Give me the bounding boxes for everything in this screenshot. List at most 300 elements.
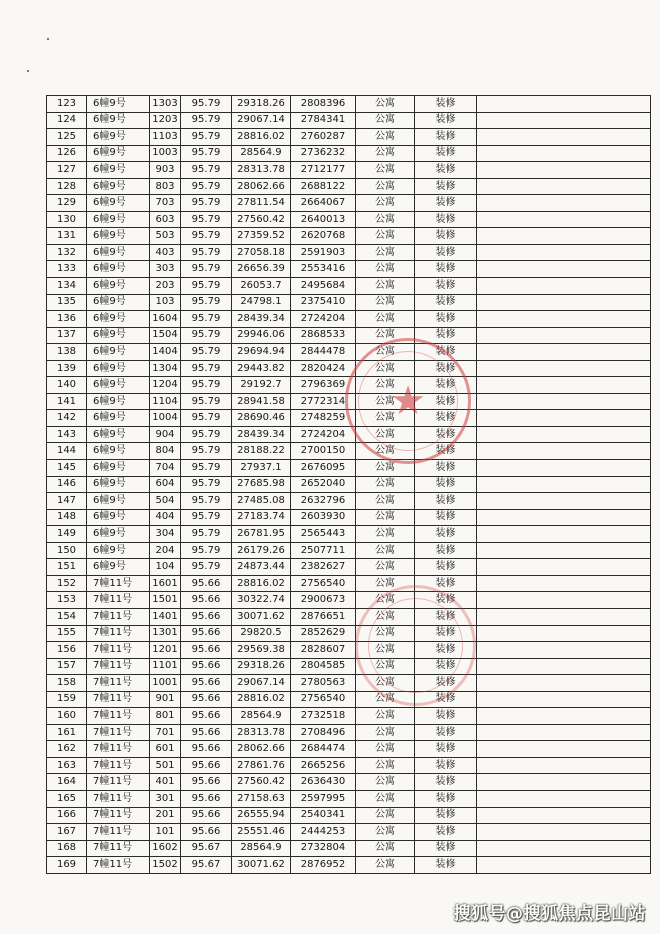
cell-area: 95.79	[181, 542, 232, 559]
cell-row-number: 164	[47, 774, 87, 791]
cell-decoration: 装修	[415, 195, 477, 212]
cell-building-unit: 6幢9号	[87, 112, 150, 129]
cell-property-type: 公寓	[356, 807, 415, 824]
cell-row-number: 146	[47, 476, 87, 493]
cell-total-price: 2772314	[291, 393, 356, 410]
cell-room-number: 1203	[150, 112, 181, 129]
cell-property-type: 公寓	[356, 741, 415, 758]
cell-remarks	[477, 774, 651, 791]
cell-remarks	[477, 360, 651, 377]
cell-property-type: 公寓	[356, 311, 415, 328]
cell-room-number: 1602	[150, 840, 181, 857]
cell-area: 95.79	[181, 261, 232, 278]
cell-remarks	[477, 857, 651, 874]
cell-building-unit: 6幢9号	[87, 278, 150, 295]
cell-decoration: 装修	[415, 244, 477, 261]
cell-remarks	[477, 426, 651, 443]
cell-building-unit: 7幢11号	[87, 658, 150, 675]
cell-building-unit: 7幢11号	[87, 807, 150, 824]
cell-row-number: 125	[47, 129, 87, 146]
cell-property-type: 公寓	[356, 460, 415, 477]
cell-total-price: 2724204	[291, 426, 356, 443]
table-row	[47, 112, 651, 129]
cell-total-price: 2495684	[291, 278, 356, 295]
cell-remarks	[477, 493, 651, 510]
cell-building-unit: 7幢11号	[87, 625, 150, 642]
cell-row-number: 152	[47, 575, 87, 592]
cell-total-price: 2632796	[291, 493, 356, 510]
cell-room-number: 303	[150, 261, 181, 278]
cell-decoration: 装修	[415, 741, 477, 758]
cell-building-unit: 6幢9号	[87, 460, 150, 477]
cell-property-type: 公寓	[356, 658, 415, 675]
cell-unit-price: 27685.98	[232, 476, 291, 493]
cell-room-number: 504	[150, 493, 181, 510]
cell-remarks	[477, 708, 651, 725]
cell-area: 95.79	[181, 294, 232, 311]
cell-total-price: 2640013	[291, 211, 356, 228]
cell-row-number: 149	[47, 526, 87, 543]
cell-decoration: 装修	[415, 542, 477, 559]
cell-row-number: 142	[47, 410, 87, 427]
cell-property-type: 公寓	[356, 757, 415, 774]
cell-area: 95.79	[181, 244, 232, 261]
cell-building-unit: 6幢9号	[87, 426, 150, 443]
cell-decoration: 装修	[415, 460, 477, 477]
price-list-table	[46, 95, 651, 874]
cell-unit-price: 29318.26	[232, 96, 291, 113]
cell-area: 95.79	[181, 526, 232, 543]
cell-unit-price: 27058.18	[232, 244, 291, 261]
cell-area: 95.79	[181, 344, 232, 361]
cell-unit-price: 25551.46	[232, 824, 291, 841]
cell-unit-price: 27861.76	[232, 757, 291, 774]
cell-unit-price: 27811.54	[232, 195, 291, 212]
cell-area: 95.79	[181, 162, 232, 179]
cell-property-type: 公寓	[356, 493, 415, 510]
cell-area: 95.67	[181, 840, 232, 857]
cell-remarks	[477, 824, 651, 841]
cell-building-unit: 6幢9号	[87, 327, 150, 344]
cell-unit-price: 27359.52	[232, 228, 291, 245]
table-row	[47, 178, 651, 195]
cell-area: 95.79	[181, 145, 232, 162]
cell-room-number: 204	[150, 542, 181, 559]
cell-remarks	[477, 790, 651, 807]
cell-area: 95.67	[181, 857, 232, 874]
cell-property-type: 公寓	[356, 443, 415, 460]
table-row	[47, 824, 651, 841]
cell-decoration: 装修	[415, 410, 477, 427]
cell-total-price: 2700150	[291, 443, 356, 460]
cell-total-price: 2597995	[291, 790, 356, 807]
table-row	[47, 195, 651, 212]
cell-unit-price: 28439.34	[232, 311, 291, 328]
cell-area: 95.66	[181, 642, 232, 659]
cell-area: 95.66	[181, 824, 232, 841]
cell-unit-price: 28313.78	[232, 724, 291, 741]
table-row	[47, 327, 651, 344]
cell-row-number: 169	[47, 857, 87, 874]
cell-building-unit: 6幢9号	[87, 360, 150, 377]
cell-remarks	[477, 460, 651, 477]
cell-area: 95.79	[181, 393, 232, 410]
cell-row-number: 148	[47, 509, 87, 526]
cell-remarks	[477, 278, 651, 295]
table-row	[47, 228, 651, 245]
cell-decoration: 装修	[415, 112, 477, 129]
cell-room-number: 1301	[150, 625, 181, 642]
cell-row-number: 154	[47, 608, 87, 625]
cell-decoration: 装修	[415, 360, 477, 377]
cell-property-type: 公寓	[356, 112, 415, 129]
cell-unit-price: 27560.42	[232, 211, 291, 228]
cell-room-number: 1501	[150, 592, 181, 609]
cell-decoration: 装修	[415, 145, 477, 162]
cell-decoration: 装修	[415, 178, 477, 195]
cell-unit-price: 28062.66	[232, 741, 291, 758]
cell-room-number: 1502	[150, 857, 181, 874]
cell-remarks	[477, 757, 651, 774]
cell-remarks	[477, 658, 651, 675]
cell-row-number: 138	[47, 344, 87, 361]
cell-area: 95.79	[181, 228, 232, 245]
cell-remarks	[477, 112, 651, 129]
cell-building-unit: 7幢11号	[87, 642, 150, 659]
cell-remarks	[477, 691, 651, 708]
cell-decoration: 装修	[415, 211, 477, 228]
cell-row-number: 123	[47, 96, 87, 113]
cell-room-number: 1303	[150, 96, 181, 113]
cell-area: 95.79	[181, 410, 232, 427]
cell-building-unit: 7幢11号	[87, 790, 150, 807]
table-row	[47, 774, 651, 791]
cell-building-unit: 7幢11号	[87, 608, 150, 625]
cell-building-unit: 7幢11号	[87, 592, 150, 609]
cell-property-type: 公寓	[356, 129, 415, 146]
cell-decoration: 装修	[415, 824, 477, 841]
cell-room-number: 104	[150, 559, 181, 576]
cell-area: 95.66	[181, 790, 232, 807]
cell-remarks	[477, 162, 651, 179]
cell-area: 95.79	[181, 129, 232, 146]
cell-building-unit: 6幢9号	[87, 129, 150, 146]
cell-unit-price: 27183.74	[232, 509, 291, 526]
table-row	[47, 261, 651, 278]
cell-row-number: 150	[47, 542, 87, 559]
cell-property-type: 公寓	[356, 195, 415, 212]
cell-room-number: 301	[150, 790, 181, 807]
cell-property-type: 公寓	[356, 559, 415, 576]
cell-building-unit: 6幢9号	[87, 244, 150, 261]
cell-building-unit: 6幢9号	[87, 559, 150, 576]
cell-building-unit: 7幢11号	[87, 824, 150, 841]
cell-property-type: 公寓	[356, 857, 415, 874]
table-row	[47, 658, 651, 675]
cell-unit-price: 29820.5	[232, 625, 291, 642]
cell-decoration: 装修	[415, 642, 477, 659]
cell-total-price: 2565443	[291, 526, 356, 543]
cell-remarks	[477, 344, 651, 361]
cell-remarks	[477, 675, 651, 692]
cell-remarks	[477, 592, 651, 609]
table-row	[47, 691, 651, 708]
cell-row-number: 132	[47, 244, 87, 261]
cell-unit-price: 29067.14	[232, 112, 291, 129]
cell-total-price: 2732804	[291, 840, 356, 857]
cell-unit-price: 29067.14	[232, 675, 291, 692]
cell-unit-price: 28439.34	[232, 426, 291, 443]
cell-total-price: 2756540	[291, 575, 356, 592]
cell-room-number: 903	[150, 162, 181, 179]
cell-unit-price: 29694.94	[232, 344, 291, 361]
cell-area: 95.79	[181, 112, 232, 129]
cell-unit-price: 28564.9	[232, 708, 291, 725]
watermark-text: 搜狐号@搜狐焦点昆山站	[453, 904, 646, 924]
cell-total-price: 2760287	[291, 129, 356, 146]
cell-room-number: 904	[150, 426, 181, 443]
cell-area: 95.79	[181, 178, 232, 195]
cell-row-number: 140	[47, 377, 87, 394]
cell-row-number: 160	[47, 708, 87, 725]
cell-unit-price: 24873.44	[232, 559, 291, 576]
cell-decoration: 装修	[415, 344, 477, 361]
cell-decoration: 装修	[415, 625, 477, 642]
cell-unit-price: 29946.06	[232, 327, 291, 344]
cell-remarks	[477, 195, 651, 212]
cell-property-type: 公寓	[356, 476, 415, 493]
cell-total-price: 2603930	[291, 509, 356, 526]
cell-unit-price: 29318.26	[232, 658, 291, 675]
cell-remarks	[477, 741, 651, 758]
cell-property-type: 公寓	[356, 244, 415, 261]
table-row	[47, 840, 651, 857]
cell-property-type: 公寓	[356, 526, 415, 543]
cell-decoration: 装修	[415, 526, 477, 543]
cell-property-type: 公寓	[356, 344, 415, 361]
table-row	[47, 162, 651, 179]
scan-speck	[47, 38, 49, 40]
cell-unit-price: 27937.1	[232, 460, 291, 477]
cell-decoration: 装修	[415, 559, 477, 576]
cell-total-price: 2844478	[291, 344, 356, 361]
cell-unit-price: 27158.63	[232, 790, 291, 807]
cell-decoration: 装修	[415, 691, 477, 708]
cell-property-type: 公寓	[356, 178, 415, 195]
cell-decoration: 装修	[415, 96, 477, 113]
cell-room-number: 1401	[150, 608, 181, 625]
cell-area: 95.66	[181, 757, 232, 774]
cell-decoration: 装修	[415, 774, 477, 791]
cell-area: 95.66	[181, 658, 232, 675]
cell-decoration: 装修	[415, 228, 477, 245]
table-row	[47, 410, 651, 427]
cell-decoration: 装修	[415, 311, 477, 328]
cell-area: 95.66	[181, 691, 232, 708]
cell-room-number: 201	[150, 807, 181, 824]
cell-property-type: 公寓	[356, 642, 415, 659]
cell-row-number: 153	[47, 592, 87, 609]
cell-property-type: 公寓	[356, 261, 415, 278]
cell-decoration: 装修	[415, 294, 477, 311]
cell-property-type: 公寓	[356, 840, 415, 857]
cell-row-number: 143	[47, 426, 87, 443]
cell-building-unit: 7幢11号	[87, 840, 150, 857]
cell-room-number: 401	[150, 774, 181, 791]
cell-row-number: 159	[47, 691, 87, 708]
table-row	[47, 145, 651, 162]
cell-property-type: 公寓	[356, 377, 415, 394]
cell-row-number: 127	[47, 162, 87, 179]
table-row	[47, 443, 651, 460]
cell-building-unit: 6幢9号	[87, 542, 150, 559]
table-row	[47, 426, 651, 443]
cell-area: 95.66	[181, 774, 232, 791]
cell-building-unit: 7幢11号	[87, 857, 150, 874]
cell-remarks	[477, 724, 651, 741]
table-row	[47, 575, 651, 592]
cell-total-price: 2852629	[291, 625, 356, 642]
cell-decoration: 装修	[415, 509, 477, 526]
cell-decoration: 装修	[415, 393, 477, 410]
cell-total-price: 2636430	[291, 774, 356, 791]
cell-row-number: 128	[47, 178, 87, 195]
table-row	[47, 509, 651, 526]
cell-area: 95.79	[181, 509, 232, 526]
table-row	[47, 741, 651, 758]
cell-property-type: 公寓	[356, 145, 415, 162]
cell-room-number: 801	[150, 708, 181, 725]
cell-remarks	[477, 559, 651, 576]
cell-area: 95.66	[181, 708, 232, 725]
cell-unit-price: 28816.02	[232, 691, 291, 708]
cell-total-price: 2900673	[291, 592, 356, 609]
cell-property-type: 公寓	[356, 509, 415, 526]
cell-area: 95.79	[181, 278, 232, 295]
cell-remarks	[477, 393, 651, 410]
cell-row-number: 163	[47, 757, 87, 774]
cell-property-type: 公寓	[356, 608, 415, 625]
cell-remarks	[477, 410, 651, 427]
cell-remarks	[477, 807, 651, 824]
table-row	[47, 493, 651, 510]
cell-remarks	[477, 261, 651, 278]
cell-remarks	[477, 294, 651, 311]
cell-decoration: 装修	[415, 493, 477, 510]
cell-row-number: 134	[47, 278, 87, 295]
table-row	[47, 344, 651, 361]
cell-unit-price: 28816.02	[232, 575, 291, 592]
cell-remarks	[477, 178, 651, 195]
cell-property-type: 公寓	[356, 211, 415, 228]
cell-unit-price: 28188.22	[232, 443, 291, 460]
cell-property-type: 公寓	[356, 790, 415, 807]
table-row	[47, 211, 651, 228]
table-row	[47, 625, 651, 642]
cell-remarks	[477, 575, 651, 592]
cell-property-type: 公寓	[356, 393, 415, 410]
cell-room-number: 1604	[150, 311, 181, 328]
cell-area: 95.66	[181, 741, 232, 758]
cell-unit-price: 28941.58	[232, 393, 291, 410]
cell-total-price: 2784341	[291, 112, 356, 129]
cell-building-unit: 6幢9号	[87, 377, 150, 394]
cell-remarks	[477, 608, 651, 625]
cell-room-number: 1601	[150, 575, 181, 592]
cell-room-number: 403	[150, 244, 181, 261]
cell-decoration: 装修	[415, 757, 477, 774]
cell-building-unit: 6幢9号	[87, 443, 150, 460]
cell-area: 95.79	[181, 460, 232, 477]
table-row	[47, 559, 651, 576]
cell-property-type: 公寓	[356, 278, 415, 295]
cell-remarks	[477, 96, 651, 113]
cell-property-type: 公寓	[356, 625, 415, 642]
cell-row-number: 137	[47, 327, 87, 344]
cell-building-unit: 6幢9号	[87, 261, 150, 278]
cell-property-type: 公寓	[356, 96, 415, 113]
cell-total-price: 2708496	[291, 724, 356, 741]
cell-area: 95.79	[181, 211, 232, 228]
cell-property-type: 公寓	[356, 327, 415, 344]
cell-row-number: 133	[47, 261, 87, 278]
cell-row-number: 168	[47, 840, 87, 857]
cell-room-number: 304	[150, 526, 181, 543]
cell-row-number: 139	[47, 360, 87, 377]
cell-building-unit: 6幢9号	[87, 211, 150, 228]
cell-room-number: 704	[150, 460, 181, 477]
cell-property-type: 公寓	[356, 824, 415, 841]
table-row	[47, 294, 651, 311]
cell-total-price: 2808396	[291, 96, 356, 113]
cell-total-price: 2540341	[291, 807, 356, 824]
cell-total-price: 2820424	[291, 360, 356, 377]
cell-decoration: 装修	[415, 592, 477, 609]
cell-area: 95.66	[181, 724, 232, 741]
cell-room-number: 603	[150, 211, 181, 228]
table-row	[47, 790, 651, 807]
cell-total-price: 2507711	[291, 542, 356, 559]
cell-room-number: 1504	[150, 327, 181, 344]
cell-row-number: 151	[47, 559, 87, 576]
cell-decoration: 装修	[415, 608, 477, 625]
cell-remarks	[477, 145, 651, 162]
cell-total-price: 2375410	[291, 294, 356, 311]
table-row	[47, 460, 651, 477]
cell-row-number: 145	[47, 460, 87, 477]
cell-remarks	[477, 129, 651, 146]
cell-property-type: 公寓	[356, 228, 415, 245]
cell-decoration: 装修	[415, 162, 477, 179]
cell-unit-price: 26555.94	[232, 807, 291, 824]
cell-area: 95.79	[181, 559, 232, 576]
cell-building-unit: 6幢9号	[87, 294, 150, 311]
table-row	[47, 857, 651, 874]
table-row	[47, 757, 651, 774]
seal-star-icon: ★	[390, 378, 426, 424]
cell-row-number: 157	[47, 658, 87, 675]
cell-total-price: 2780563	[291, 675, 356, 692]
cell-building-unit: 6幢9号	[87, 96, 150, 113]
cell-decoration: 装修	[415, 675, 477, 692]
cell-row-number: 165	[47, 790, 87, 807]
cell-property-type: 公寓	[356, 724, 415, 741]
table-body	[47, 96, 651, 874]
cell-decoration: 装修	[415, 476, 477, 493]
table-row	[47, 592, 651, 609]
cell-building-unit: 6幢9号	[87, 195, 150, 212]
cell-decoration: 装修	[415, 261, 477, 278]
